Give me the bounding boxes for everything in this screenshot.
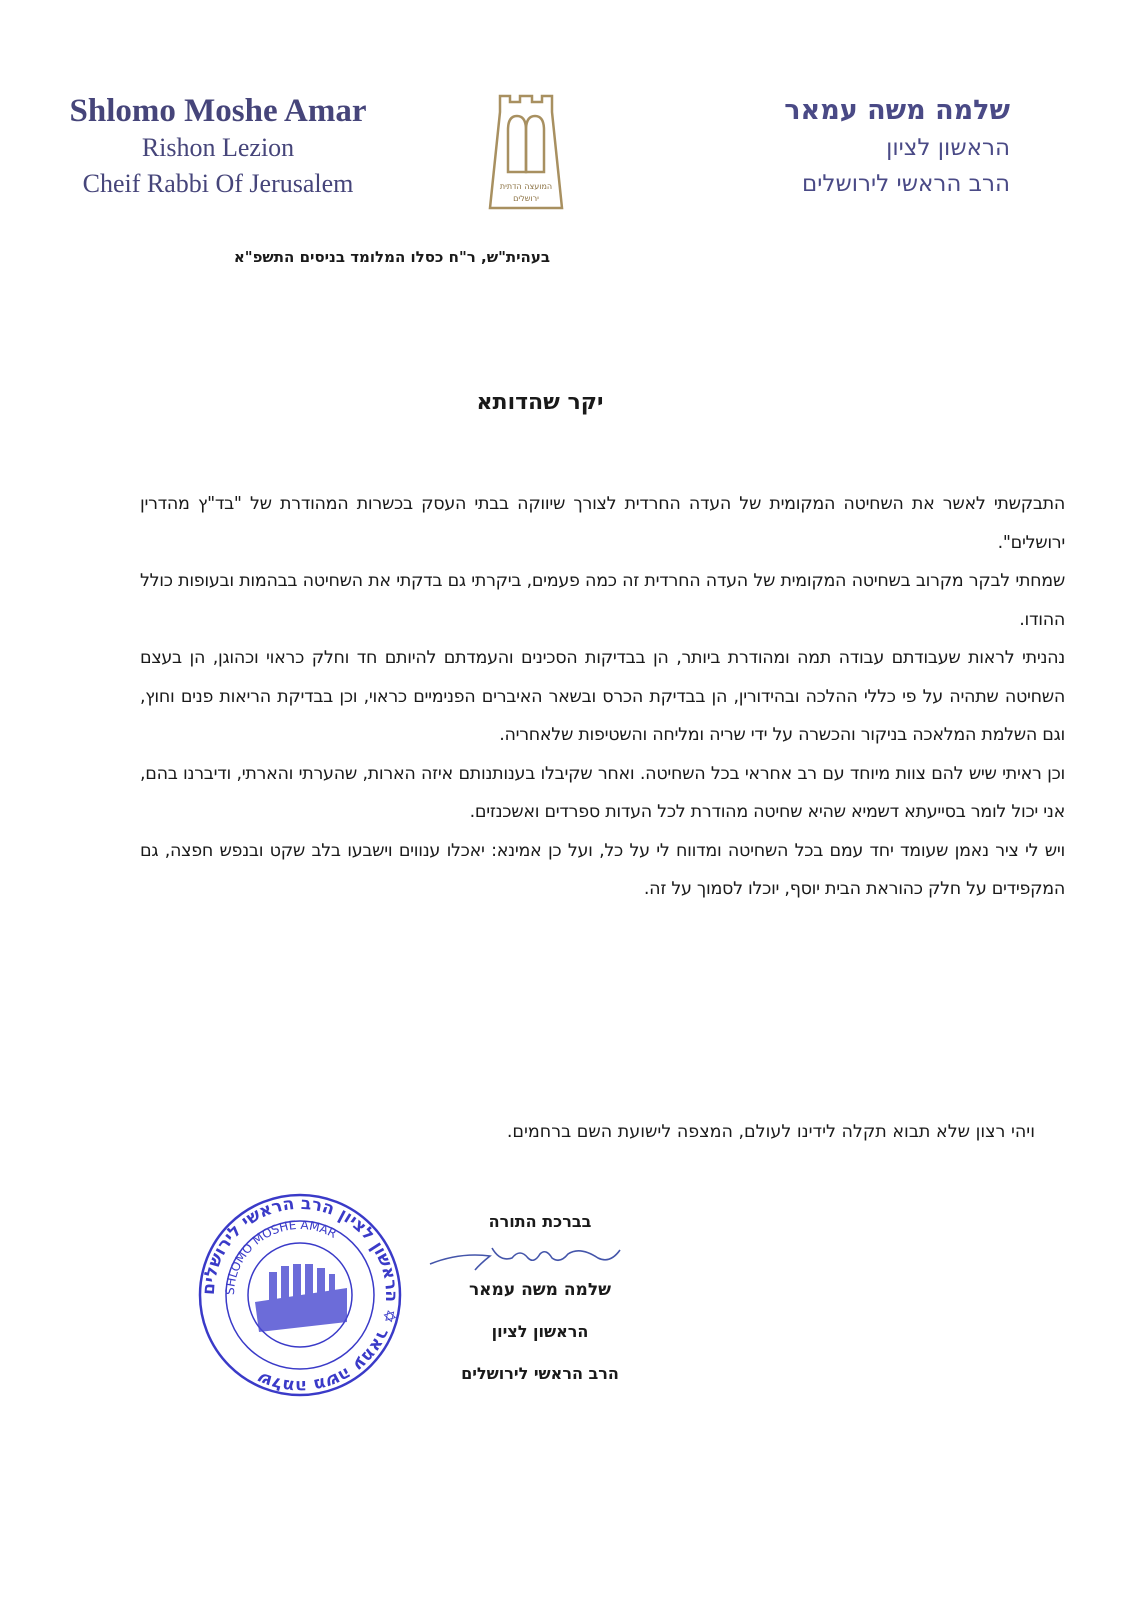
svg-text:ירושלים: ירושלים — [513, 194, 539, 203]
letterhead-english — [48, 92, 388, 202]
signature-block — [420, 1210, 660, 1386]
svg-text:המועצה הדתית: המועצה הדתית — [499, 182, 553, 191]
signature-title-2: הרב הראשי לירושלים — [461, 1364, 619, 1383]
signature-title-1: הראשון לציון — [491, 1322, 589, 1341]
body-paragraph: נהניתי לראות שעבודתם עבודה תמה ומהודרת ביותר, הן בבדיקות הסכינים והעמדתם להיותם חד וחלק כראוי וכהוגן, הן בעצם השחיטה שתהיה על פי כללי ההלכה ובהידורין, הן בבדיקת הכרס ובשאר האיברים הפנימיים כראוי, וכן בבדיקת הריאות פנים וחוץ, וגם השלמת המלאכה בניקור והכשרה על ידי שריה ומליחה והשטיפות שלאחריה. — [140, 648, 1065, 745]
handwritten-signature-icon — [420, 1234, 660, 1274]
letterhead-name-en: Shlomo Moshe Amar — [69, 93, 367, 129]
letterhead-title-en-1: Rishon Lezion — [141, 133, 295, 162]
body-paragraph: ויש לי ציר נאמן שעומד יחד עמם בכל השחיטה ומדווח לי על כל, ועל כן אמינא: יאכלו ענווים וישבעו בלב שקט ובנפש חפצה, גם המקפידים על חלק כהוראת הבית יוסף, יוכלו לסמוך על זה. — [140, 840, 1065, 899]
signature-blessing: בברכת התורה — [488, 1212, 592, 1231]
letterhead-title-he-1: הראשון לציון — [886, 135, 1010, 161]
tower-tablets-emblem-icon — [486, 92, 566, 210]
letter-body — [140, 485, 1065, 909]
svg-text:שלמה משה עמאר ✡ הראשון לציון ה: שלמה משה עמאר ✡ הראשון לציון הרב הראשי לירושלים — [198, 1193, 402, 1397]
document-title: יקר שהדותא — [476, 390, 604, 415]
svg-text:SHLOMO MOSHE AMAR: SHLOMO MOSHE AMAR — [222, 1217, 339, 1296]
letterhead-name-he: שלמה משה עמאר — [784, 95, 1010, 126]
letterhead-title-en-2: Cheif Rabbi Of Jerusalem — [82, 169, 354, 198]
body-paragraph: שמחתי לבקר מקרוב בשחיטה המקומית של העדה החרדית זה כמה פעמים, ביקרתי גם בדקתי את השחיטה בבהמות ובעופות כולל ההודו. — [140, 571, 1065, 630]
date-line: בעהית"ש, ר"ח כסלו המלומד בניסים התשפ"א — [233, 248, 550, 266]
official-stamp-icon — [197, 1192, 403, 1398]
body-paragraph: התבקשתי לאשר את השחיטה המקומית של העדה החרדית לצורך שיווקה בבתי העסק בכשרות המהודרת של "בד"ץ מהדרין ירושלים". — [140, 494, 1065, 553]
closing-line: ויהי רצון שלא תבוא תקלה לידינו לעולם, המצפה לישועת השם ברחמים. — [506, 1122, 1035, 1142]
letterhead-title-he-2: הרב הראשי לירושלים — [802, 171, 1010, 197]
signature-name: שלמה משה עמאר — [468, 1280, 612, 1300]
letterhead-hebrew — [735, 92, 1010, 202]
body-paragraph: וכן ראיתי שיש להם צוות מיוחד עם רב אחראי בכל השחיטה. ואחר שקיבלו בענותנותם איזה הארות, שהערתי והארתי, ודיברנו בהם, אני יכול לומר בסייעתא דשמיא שהיא שחיטה מהודרת לכל העדות ספרדים ואשכנזים. — [140, 763, 1065, 822]
